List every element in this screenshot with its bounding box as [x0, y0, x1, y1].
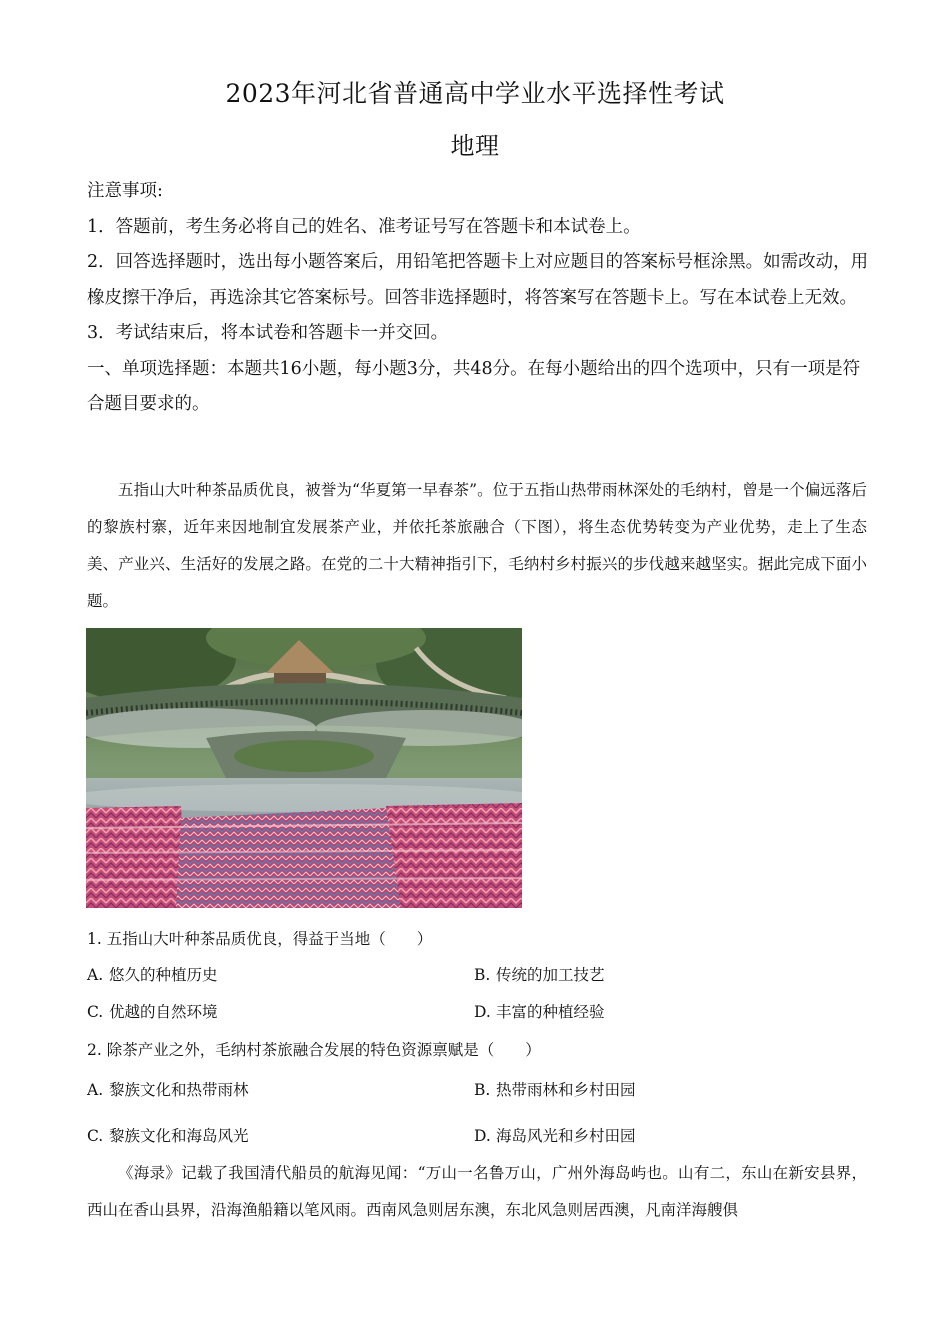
question-2-option-a [87, 1078, 249, 1100]
exam-subject: 地理 [450, 132, 500, 160]
option-letter: A. [87, 1081, 104, 1099]
instructions-heading: 注意事项: [87, 181, 163, 201]
option-letter: B. [474, 966, 491, 984]
reading-passage-1 [87, 472, 867, 620]
village-aerial-photo [86, 628, 522, 908]
option-text: 悠久的种植历史 [109, 966, 218, 984]
option-text: 黎族文化和热带雨林 [109, 1081, 249, 1099]
question-1-option-b [474, 963, 605, 985]
section-heading: 一、单项选择题：本题共16小题，每小题3分，共48分。在每小题给出的四个选项中，只有一项是符合题目要求的。 [87, 358, 861, 414]
option-text: 丰富的种植经验 [496, 1003, 605, 1021]
option-letter: A. [87, 966, 104, 984]
instruction-item: 2．回答选择题时，选出每小题答案后，用铅笔把答题卡上对应题目的答案标号框涂黑。如需改动，用橡皮擦干净后，再选涂其它答案标号。回答非选择题时，将答案写在答题卡上。写在本试卷上无效。 [87, 252, 869, 308]
instruction-item: 1．答题前，考生务必将自己的姓名、准考证号写在答题卡和本试卷上。 [87, 216, 641, 237]
option-text: 热带雨林和乡村田园 [496, 1081, 636, 1099]
option-text: 海岛风光和乡村田园 [496, 1127, 636, 1145]
instruction-item: 3．考试结束后，将本试卷和答题卡一并交回。 [87, 323, 449, 343]
question-2-option-b [474, 1078, 636, 1100]
exam-title: 2023年河北省普通高中学业水平选择性考试 [225, 79, 725, 108]
passage-text: 五指山大叶种茶品质优良，被誉为“华夏第一早春茶”。位于五指山热带雨林深处的毛纳村，曾是一个偏远落后的黎族村寨，近年来因地制宜发展茶产业，并依托茶旅融合（下图），将生态优势转变为产业优势，走上了生态美、产业兴、生活好的发展之路。在党的二十大精神指引下，毛纳村乡村振兴的步伐越来越坚实。据此完成下面小题。 [87, 481, 867, 610]
option-text: 传统的加工技艺 [496, 966, 605, 984]
option-letter: B. [474, 1081, 491, 1099]
question-1-option-c [87, 1000, 218, 1022]
reading-passage-2 [87, 1155, 867, 1235]
option-letter: C. [87, 1003, 104, 1021]
passage-text: 《海录》记载了我国清代船员的航海见闻：“万山一名鲁万山，广州外海岛屿也。山有二，东山在新安县界，西山在香山县界，沿海渔船籍以笔风雨。西南风急则居东澳，东北风急则居西澳，凡南洋海艘俱 [87, 1164, 867, 1219]
question-2-option-d [474, 1124, 636, 1146]
option-letter: D. [474, 1127, 491, 1145]
option-letter: D. [474, 1003, 491, 1021]
option-text: 黎族文化和海岛风光 [109, 1127, 249, 1145]
question-1-option-d [474, 1000, 605, 1022]
question-1-stem: 1. 五指山大叶种茶品质优良，得益于当地（ ） [87, 930, 433, 948]
question-2-stem: 2. 除茶产业之外，毛纳村茶旅融合发展的特色资源禀赋是（ ） [87, 1041, 541, 1059]
question-2-option-c [87, 1124, 249, 1146]
instructions [87, 174, 877, 423]
question-1-option-a [87, 963, 218, 985]
option-letter: C. [87, 1127, 104, 1145]
option-text: 优越的自然环境 [109, 1003, 218, 1021]
